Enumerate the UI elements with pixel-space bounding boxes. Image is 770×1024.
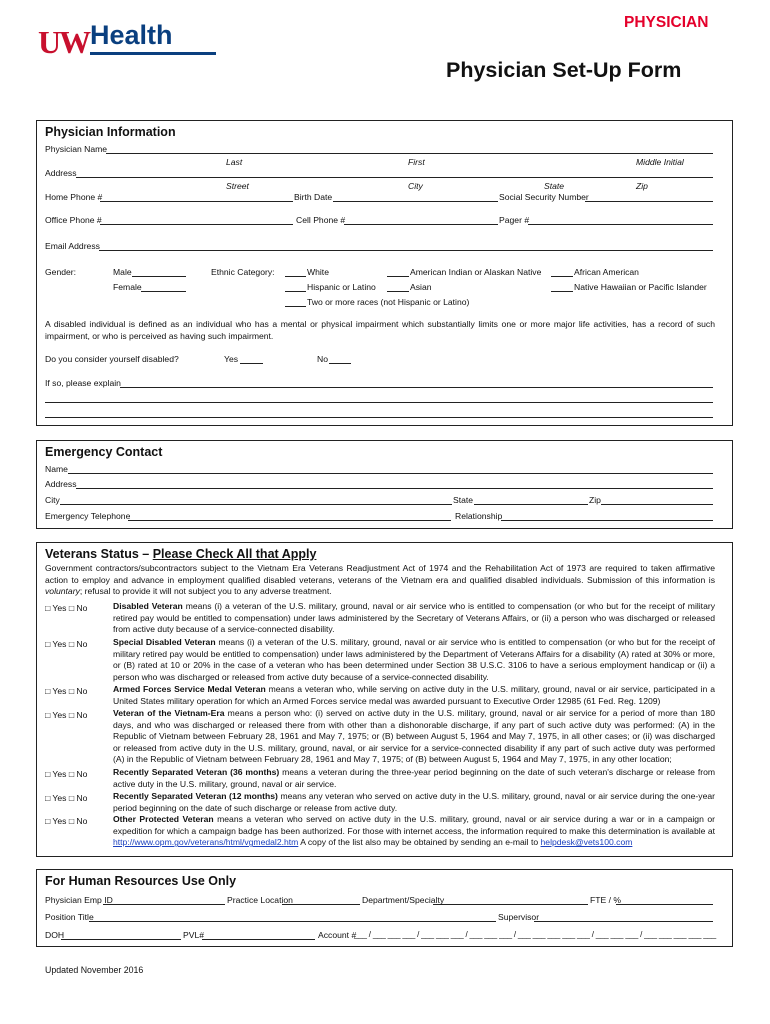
vet-term: Special Disabled Veteran (113, 637, 216, 647)
vet-term: Recently Separated Veteran (36 months) (113, 767, 280, 777)
ethnic-category-label: Ethnic Category: (211, 267, 275, 277)
page-title: Physician Set-Up Form (446, 58, 682, 82)
asian-label: Asian (410, 282, 432, 292)
female-line[interactable] (141, 291, 186, 292)
physician-information-heading: Physician Information (45, 125, 176, 139)
opm-medal-link[interactable]: http://www.opm.gov/veterans/html/vgmedal2.htm (113, 837, 299, 848)
ec-zip-label: Zip (589, 495, 601, 505)
email-line[interactable] (99, 250, 713, 251)
hispanic-line[interactable] (285, 291, 306, 292)
logo-uw: UW (38, 24, 90, 60)
african-american-line[interactable] (551, 276, 573, 277)
hr-pvl-line[interactable] (202, 939, 315, 940)
logo-underline (90, 52, 216, 55)
home-phone-line[interactable] (100, 201, 293, 202)
explain-label: If so, please explain (45, 378, 121, 388)
email-label: Email Address (45, 241, 100, 251)
hr-account-blanks[interactable]: ___ / ___ ___ ___ / ___ ___ ___ / ___ ___ ___ / ___ ___ ___ ___ ___ / ___ ___ ___ / ___ ___ ___ ___ ___ (354, 930, 716, 939)
veterans-heading-underlined: Please Check All that Apply (152, 547, 317, 561)
vet-text: means a veteran during the three-year period beginning on the date of such veteran's discharge or release from active duty in the U.S. military, ground, naval or air service. (113, 767, 716, 789)
hr-supervisor-line[interactable] (534, 921, 713, 922)
veterans-intro (45, 563, 715, 598)
veterans-intro-voluntary: voluntary (45, 586, 80, 597)
uw-health-logo (38, 20, 220, 62)
vet-text: means (i) a veteran of the U.S. military, ground, naval or air service who is entitled to compensation (or who but for the receipt of military retired pay would be entitled to compensation) under laws administered by the Secretary of Veterans Affairs, or (ii) a person who was discharged or released from active duty because of a service-connected disability. (113, 601, 716, 635)
link-mid-text: A copy of the list also may be obtained by sending an e-mail to (298, 837, 541, 848)
ssn-line[interactable] (585, 201, 713, 202)
gender-label: Gender: (45, 267, 77, 277)
disabled-yes-label: Yes (224, 354, 239, 364)
vet-term: Other Protected Veteran (113, 814, 214, 824)
explain-line-1[interactable] (120, 387, 713, 388)
hr-emp-id-label: Physician Emp ID (45, 895, 113, 905)
disabled-no-label: No (317, 354, 328, 364)
ec-name-label: Name (45, 464, 68, 474)
hr-practice-label: Practice Location (227, 895, 293, 905)
native-hawaiian-label: Native Hawaiian or Pacific Islander (574, 282, 707, 292)
vet-term: Recently Separated Veteran (12 months) (113, 791, 278, 801)
ec-state-label: State (453, 495, 474, 505)
male-line[interactable] (132, 276, 186, 277)
caption-zip: Zip (636, 181, 648, 191)
disabled-question: Do you consider yourself disabled? (45, 354, 179, 364)
physician-badge: PHYSICIAN (624, 14, 709, 31)
vet-checkbox-disabled[interactable]: □ Yes □ No (45, 603, 88, 613)
veterans-intro-b: ; refusal to provide it will not subject you to any adverse treatment. (79, 586, 332, 597)
ec-address-line[interactable] (76, 488, 713, 489)
ec-city-label: City (45, 495, 60, 505)
ec-telephone-line[interactable] (128, 520, 451, 521)
hr-position-line[interactable] (89, 921, 496, 922)
vet-checkbox-armed-forces[interactable]: □ Yes □ No (45, 686, 88, 696)
veterans-intro-a: Government contractors/subcontractors subject to the Vietnam Era Veterans Readjustment Act of 1974 and the Rehabilitation Act of 1973 are required to taken affirmative action to employ and advance in employment qualified disabled veterans, veterans of the Vietnam era and qualified disabled individuals. Submission of this information is (45, 563, 715, 585)
logo-health: Health (90, 20, 173, 50)
pager-label: Pager # (499, 215, 530, 225)
birth-date-label: Birth Date (294, 192, 333, 202)
vet-text: means a veteran who served on active duty in the U.S. military, ground, naval or air service during a war or in a campaign or expedition for which a campaign badge has been authorized. For those with internet access, the information required to make this determination is available at (113, 814, 715, 836)
hispanic-label: Hispanic or Latino (307, 282, 376, 292)
veterans-status-heading (45, 547, 316, 561)
helpdesk-email-link[interactable]: helpdesk@vets100.com (540, 837, 633, 848)
ec-relationship-label: Relationship (455, 511, 503, 521)
physician-name-label: Physician Name (45, 144, 108, 154)
vet-checkbox-other-protected[interactable]: □ Yes □ No (45, 816, 88, 826)
caption-street: Street (226, 181, 249, 191)
ec-telephone-label: Emergency Telephone (45, 511, 131, 521)
white-line[interactable] (285, 276, 306, 277)
caption-state: State (544, 181, 565, 191)
female-label: Female (113, 282, 142, 292)
ec-address-label: Address (45, 479, 77, 489)
hr-dept-label: Department/Specialty (362, 895, 445, 905)
vet-text: means any veteran who served on active duty in the U.S. military, ground, naval or air service during the one-year period beginning on the date of such discharge or release from active duty. (113, 791, 715, 813)
vet-checkbox-vietnam-era[interactable]: □ Yes □ No (45, 710, 88, 720)
emergency-contact-heading: Emergency Contact (45, 445, 163, 459)
vet-checkbox-recent-36[interactable]: □ Yes □ No (45, 769, 88, 779)
caption-city: City (408, 181, 423, 191)
footer-updated: Updated November 2016 (45, 965, 144, 975)
address-label: Address (45, 168, 77, 178)
vet-term: Veteran of the Vietnam-Era (113, 708, 225, 718)
vet-item-recent-12 (113, 791, 715, 814)
american-indian-line[interactable] (387, 276, 409, 277)
disabled-yes-line[interactable] (240, 363, 263, 364)
hr-dept-line[interactable] (433, 904, 588, 905)
ec-state-line[interactable] (474, 504, 588, 505)
hr-fte-label: FTE / % (590, 895, 622, 905)
disabled-definition: A disabled individual is defined as an individual who has a mental or physical impairment which substantially limits one or more major life activities, has a record of such impairment, or who is perceived as having such impairment. (45, 319, 715, 341)
vet-text: means a person who: (i) served on active duty in the U.S. military, ground, naval or air service for a period of more than 180 days, and who was discharged or released there from with other than a dishonorable discharge, if any part of such active duty was performed: (A) in the Republic of Vietnam between February 28, 1961 and May 7, 1975; or (B) between August 5, 1964 and May 7, 1975, in all other cases; or (ii) was discharged or released from active duty in the U.S. military, ground, naval, or air service for a service-connected disability if any part of such active duty was performed (A) in the Republic of Vietnam between February 28, 1961 and May 7, 1975; of (B) between August 5, 1964 and May 7, 1975, in any other location; (113, 708, 715, 765)
hr-emp-id-line[interactable] (103, 904, 225, 905)
hr-pvl-label: PVL# (183, 930, 205, 940)
cell-phone-label: Cell Phone # (296, 215, 346, 225)
office-phone-label: Office Phone # (45, 215, 102, 225)
home-phone-label: Home Phone # (45, 192, 103, 202)
vet-item-special-disabled (113, 637, 715, 683)
vet-term: Armed Forces Service Medal Veteran (113, 684, 266, 694)
vet-checkbox-recent-12[interactable]: □ Yes □ No (45, 793, 88, 803)
ssn-label: Social Security Number (499, 192, 589, 202)
vet-text: means (i) a veteran of the U.S. military, ground, naval or air service who is entitled to compensation (or who but for the receipt of military retired pay would be entitled to compensation) under laws administered by the Department of Veterans Affairs for a disability (A) rated at 30% or more, or (B) rated at 10 or 20% in the case of a veteran who has been determined under Section 38 U.S.C. 3106 to have a serious employment handicap or (ii) a person who was discharged or released from active duty because of a service-connected disability. (113, 637, 715, 682)
hr-doh-label: DOH (45, 930, 65, 940)
vet-item-disabled (113, 601, 715, 636)
explain-line-3[interactable] (45, 417, 713, 418)
native-hawaiian-line[interactable] (551, 291, 573, 292)
ec-name-line[interactable] (68, 473, 713, 474)
hr-doh-line[interactable] (61, 939, 181, 940)
african-american-label: African American (574, 267, 639, 277)
male-label: Male (113, 267, 132, 277)
vet-checkbox-special-disabled[interactable]: □ Yes □ No (45, 639, 88, 649)
two-or-more-line[interactable] (285, 306, 306, 307)
hr-supervisor-label: Supervisor (498, 912, 540, 922)
hr-position-label: Position Title (45, 912, 94, 922)
disabled-no-line[interactable] (329, 363, 351, 364)
vet-item-armed-forces (113, 684, 715, 707)
vet-term: Disabled Veteran (113, 601, 183, 611)
white-label: White (307, 267, 329, 277)
american-indian-label: American Indian or Alaskan Native (410, 267, 542, 277)
hr-use-heading: For Human Resources Use Only (45, 874, 237, 888)
office-phone-line[interactable] (100, 224, 293, 225)
two-or-more-label: Two or more races (not Hispanic or Latino) (307, 297, 470, 307)
ec-zip-line[interactable] (601, 504, 713, 505)
vet-text: means a veteran who, while serving on active duty in the U.S. military, ground, naval or air service, participated in a United States military operation for which an Armed Forces service medal was awarded pursuant to Executive Order 12985 (61 Fed. Reg. 1209) (113, 684, 715, 706)
pager-line[interactable] (528, 224, 713, 225)
caption-first: First (408, 157, 425, 167)
hr-account-label: Account # (318, 930, 357, 940)
ec-city-line[interactable] (60, 504, 452, 505)
hr-practice-line[interactable] (282, 904, 360, 905)
caption-middle-initial: Middle Initial (636, 157, 684, 167)
address-line[interactable] (76, 177, 713, 178)
physician-name-line[interactable] (106, 153, 713, 154)
veterans-heading-prefix: Veterans Status – (45, 547, 153, 561)
ec-relationship-line[interactable] (501, 520, 713, 521)
asian-line[interactable] (387, 291, 409, 292)
vet-item-other-protected (113, 814, 715, 849)
cell-phone-line[interactable] (344, 224, 498, 225)
vet-item-recent-36 (113, 767, 715, 790)
vet-item-vietnam-era (113, 708, 715, 766)
hr-fte-line[interactable] (616, 904, 713, 905)
birth-date-line[interactable] (333, 201, 498, 202)
explain-line-2[interactable] (45, 402, 713, 403)
caption-last: Last (226, 157, 243, 167)
